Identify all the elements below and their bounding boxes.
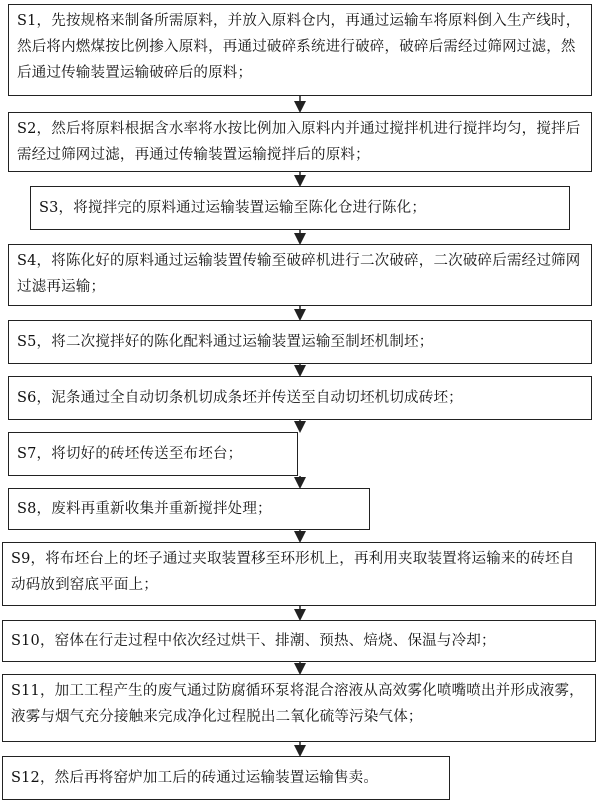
step-s1-text: S1，先按规格来制备所需原料，并放入原料仓内，再通过运输车将原料倒入生产线时，然后将内燃煤按比例掺入原料，再通过破碎系统进行破碎，破碎后需经过筛网过滤，然后通过传输装置运输破碎后的原料；: [17, 13, 581, 81]
step-s2: [8, 112, 592, 172]
step-s1: [8, 4, 592, 96]
step-s5-text: S5，将二次搅拌好的陈化配料通过运输装置运输至制坯机制坯；: [17, 334, 434, 350]
step-s11: [2, 674, 596, 742]
step-s7: [8, 432, 298, 476]
step-s9-text: S9，将布坯台上的坯子通过夹取装置移至环形机上，再利用夹取装置将运输来的砖坯自动码放到窑底平面上；: [11, 551, 575, 593]
step-s11-text: S11，加工工程产生的废气通过防腐循环泵将混合溶液从高效雾化喷嘴喷出并形成液雾，液雾与烟气充分接触来完成净化过程脱出二氧化硫等污染气体；: [11, 683, 584, 725]
step-s12-text: S12，然后再将窑炉加工后的砖通过运输装置运输售卖。: [11, 770, 379, 786]
step-s8: [8, 488, 370, 530]
step-s3: [30, 186, 570, 230]
step-s3-text: S3，将搅拌完的原料通过运输装置运输至陈化仓进行陈化；: [39, 200, 427, 216]
step-s9: [2, 542, 596, 606]
step-s2-text: S2，然后将原料根据含水率将水按比例加入原料内并通过搅拌机进行搅拌均匀，搅拌后需经过筛网过滤，再通过传输装置运输搅拌后的原料；: [17, 121, 581, 163]
step-s10-text: S10，窑体在行走过程中依次经过烘干、排潮、预热、焙烧、保温与冷却；: [11, 633, 496, 649]
step-s4: [8, 244, 592, 306]
step-s7-text: S7，将切好的砖坯传送至布坯台；: [17, 446, 243, 462]
step-s4-text: S4，将陈化好的原料通过运输装置传输至破碎机进行二次破碎，二次破碎后需经过筛网过滤再运输；: [17, 253, 581, 295]
step-s5: [8, 320, 592, 364]
step-s8-text: S8，废料再重新收集并重新搅拌处理；: [17, 501, 272, 517]
step-s6-text: S6，泥条通过全自动切条机切成条坯并传送至自动切坯机切成砖坯；: [17, 390, 463, 406]
step-s10: [2, 620, 596, 662]
step-s6: [8, 376, 592, 420]
step-s12: [2, 756, 450, 800]
